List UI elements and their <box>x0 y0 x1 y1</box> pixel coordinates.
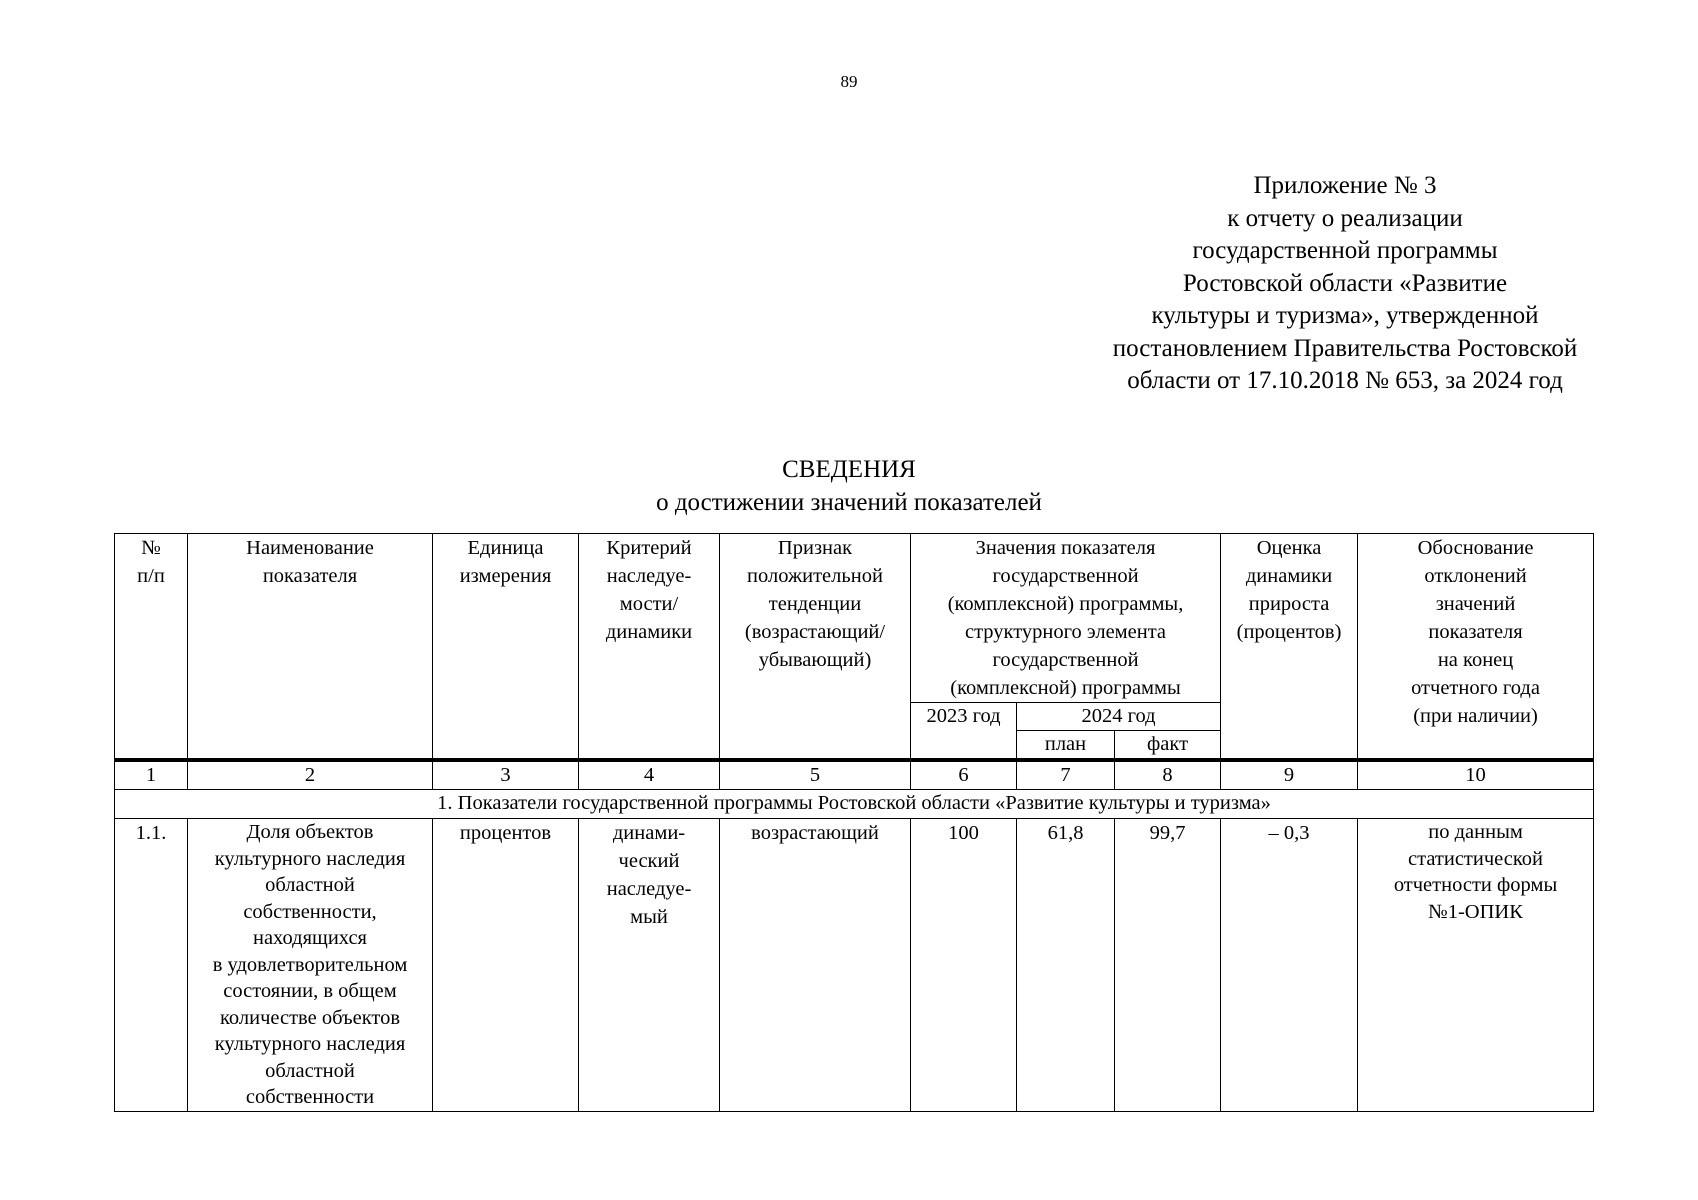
header-fact: факт <box>1115 731 1221 761</box>
header-text: Признак <box>777 537 853 559</box>
header-trend <box>720 534 911 761</box>
header-text: п/п <box>137 565 165 587</box>
indicator-name-line: находящихся <box>252 927 367 949</box>
appendix-note <box>1040 170 1650 398</box>
header-text: структурного элемента <box>965 621 1167 643</box>
indicator-name-line: собственности <box>245 1086 375 1108</box>
criterion-line: ческий <box>618 850 680 872</box>
column-number: 2 <box>188 760 433 790</box>
header-row <box>115 534 1594 703</box>
cell-dynamics: – 0,3 <box>1221 819 1358 1112</box>
header-text: мости/ <box>619 593 679 615</box>
appendix-line: области от 17.10.2018 № 653, за 2024 год <box>1127 367 1563 394</box>
indicator-name-line: количестве объектов <box>219 1006 401 1029</box>
justification-line: отчетности формы <box>1393 874 1558 896</box>
column-number: 9 <box>1221 760 1358 790</box>
header-text: отклонений <box>1424 565 1527 587</box>
header-text: (процентов) <box>1236 621 1342 643</box>
table-row <box>115 819 1594 1112</box>
column-number: 1 <box>115 760 188 790</box>
header-text: (комплексной) программы, <box>947 593 1184 615</box>
indicator-name-line: культурного наследия <box>214 1033 406 1055</box>
indicator-name-line: областной <box>265 874 355 896</box>
header-text: № <box>141 537 161 559</box>
document-title: СВЕДЕНИЯ <box>782 456 916 483</box>
header-text: тенденции <box>768 593 862 615</box>
cell-unit: процентов <box>433 819 579 1112</box>
indicators-table <box>114 533 1594 1112</box>
header-plan: план <box>1017 731 1115 761</box>
justification-line: №1-ОПИК <box>1428 900 1523 923</box>
cell-plan-2024: 61,8 <box>1017 819 1115 1112</box>
appendix-line: Ростовской области «Развитие <box>1182 269 1508 297</box>
cell-fact-2024: 99,7 <box>1115 819 1221 1112</box>
header-text: показателя <box>1428 621 1523 643</box>
appendix-line: государственной программы <box>1192 237 1498 264</box>
column-number: 5 <box>720 760 911 790</box>
column-number-row <box>115 760 1594 790</box>
header-text: убывающий) <box>758 649 872 671</box>
page-number: 89 <box>840 72 858 91</box>
header-text: Оценка <box>1256 537 1322 559</box>
document-subtitle: о достижении значений показателей <box>656 489 1042 516</box>
appendix-line: Приложение № 3 <box>1253 172 1437 199</box>
justification-line: по данным <box>1428 821 1523 843</box>
header-text: наследуе- <box>606 565 692 587</box>
header-values <box>911 534 1221 703</box>
header-text: Наименование <box>246 537 374 559</box>
header-text: (возрастающий/ <box>744 621 886 643</box>
column-number: 8 <box>1115 760 1221 790</box>
cell-indicator-name <box>188 819 433 1112</box>
cell-trend: возрастающий <box>720 819 911 1112</box>
indicator-name-line: областной <box>265 1059 355 1082</box>
indicator-name-line: в удовлетворительном <box>212 953 408 976</box>
header-year-2024: 2024 год <box>1017 703 1221 731</box>
justification-line: статистической <box>1408 847 1544 870</box>
column-number: 3 <box>433 760 579 790</box>
cell-value-2023: 100 <box>911 819 1017 1112</box>
column-number: 6 <box>911 760 1017 790</box>
section-row <box>115 790 1594 819</box>
indicator-name-line: культурного наследия <box>214 847 406 870</box>
header-justification <box>1358 534 1594 761</box>
header-text: прироста <box>1248 593 1330 615</box>
header-text: отчетного года <box>1411 677 1540 699</box>
header-text: (при наличии) <box>1413 705 1538 727</box>
column-number: 4 <box>579 760 720 790</box>
header-text: (комплексной) программы <box>950 677 1181 699</box>
column-number: 10 <box>1358 760 1594 790</box>
cell-justification <box>1358 819 1594 1112</box>
indicator-name-line: состоянии, в общем <box>223 980 397 1002</box>
header-text: показателя <box>262 565 358 587</box>
cell-criterion <box>579 819 720 1112</box>
header-text: Единица <box>467 537 544 559</box>
header-criterion <box>579 534 720 761</box>
header-name <box>188 534 433 761</box>
header-text: Обоснование <box>1417 537 1534 559</box>
header-dynamics <box>1221 534 1358 761</box>
header-text: динамики <box>605 621 693 643</box>
appendix-line: культуры и туризма», утвержденной <box>1151 302 1539 329</box>
criterion-line: динами- <box>612 822 686 844</box>
criterion-line: наследуе- <box>606 878 692 900</box>
header-text: на конец <box>1437 649 1514 671</box>
section-title: 1. Показатели государственной программы Ростовской области «Развитие культуры и туризма» <box>115 790 1594 819</box>
appendix-line: к отчету о реализации <box>1227 204 1463 232</box>
header-text: государственной <box>992 565 1139 587</box>
header-text: измерения <box>459 565 552 587</box>
header-no <box>115 534 188 761</box>
header-unit <box>433 534 579 761</box>
header-text: государственной <box>992 649 1139 671</box>
appendix-line: постановлением Правительства Ростовской <box>1112 334 1578 362</box>
cell-no: 1.1. <box>115 819 188 1112</box>
header-text: значений <box>1435 593 1516 615</box>
header-text: Значения показателя <box>975 537 1156 559</box>
indicator-name-line: Доля объектов <box>246 821 374 843</box>
document-title-block <box>0 453 1698 519</box>
column-number: 7 <box>1017 760 1115 790</box>
header-year-2023: 2023 год <box>911 703 1017 761</box>
header-text: Критерий <box>606 537 692 559</box>
header-text: динамики <box>1245 565 1333 587</box>
indicator-name-line: собственности, <box>243 900 377 923</box>
criterion-line: мый <box>630 906 668 928</box>
header-text: положительной <box>747 565 883 587</box>
